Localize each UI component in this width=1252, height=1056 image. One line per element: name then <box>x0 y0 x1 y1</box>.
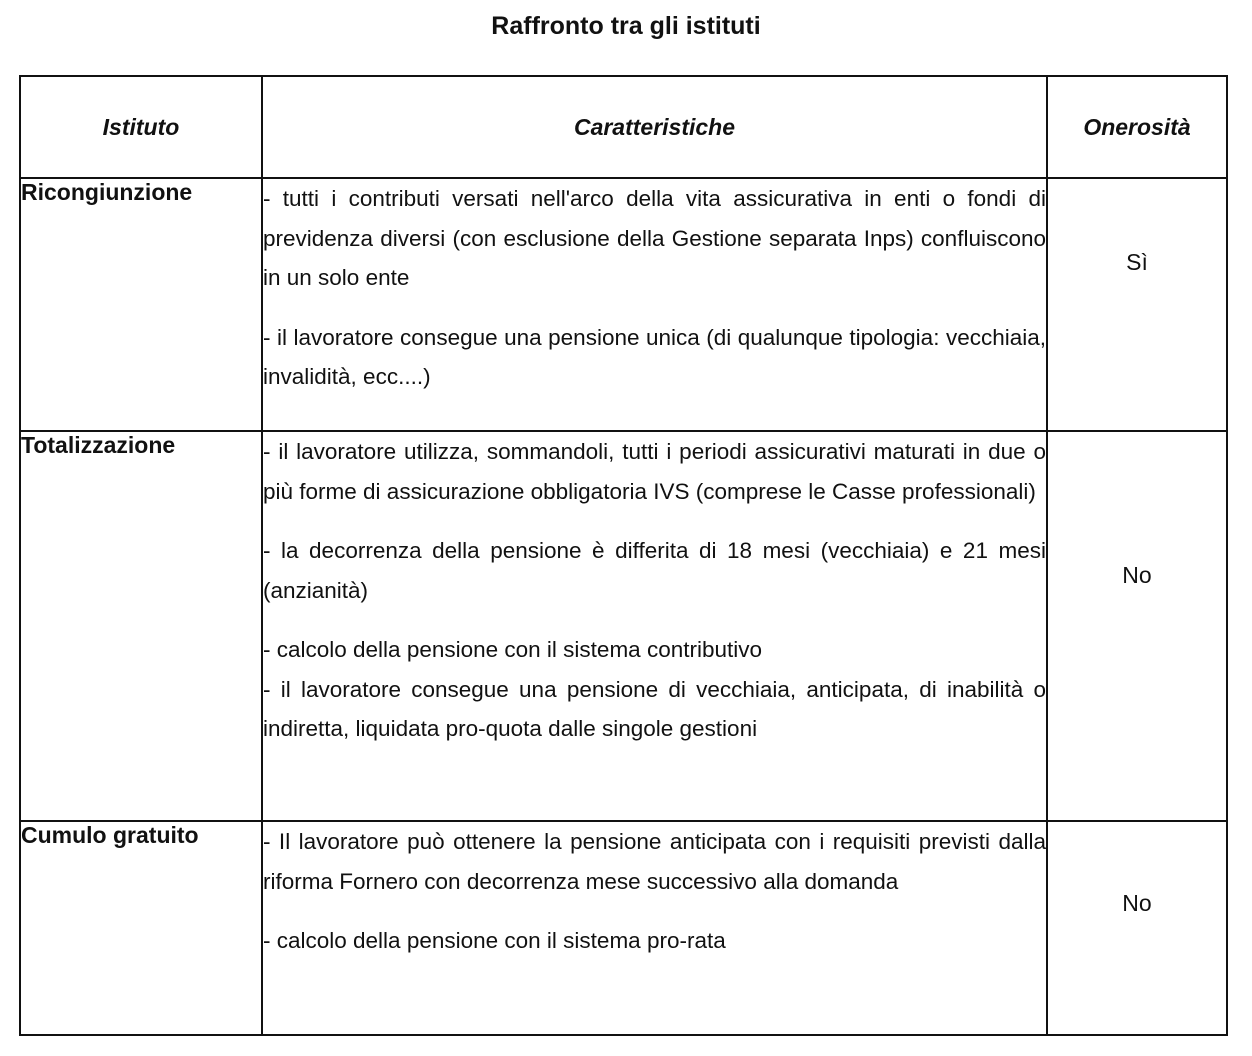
onerosita-cell <box>1047 178 1227 431</box>
table-row <box>20 178 1227 431</box>
characteristic-item: - Il lavoratore può ottenere la pensione anticipata con i requisiti previsti dalla riforma Fornero con decorrenza mese successivo alla domanda <box>263 829 1046 894</box>
characteristic-item: - calcolo della pensione con il sistema contributivo <box>263 637 763 662</box>
table-row <box>20 431 1227 821</box>
onerosita-value: No <box>1122 890 1152 916</box>
characteristic-item: - il lavoratore consegue una pensione unica (di qualunque tipologia: vecchiaia, invalidità, ecc....) <box>263 324 1046 389</box>
istituto-cell: Cumulo gratuito <box>20 821 262 1035</box>
characteristic-item: - il lavoratore utilizza, sommandoli, tutti i periodi assicurativi maturati in due o più forme di assicurazione obbligatoria IVS (comprese le Casse professionali) <box>263 439 1046 504</box>
caratteristiche-cell <box>262 178 1047 431</box>
characteristic-item: - calcolo della pensione con il sistema pro-rata <box>263 928 726 953</box>
table-header-row <box>20 76 1227 178</box>
onerosita-value: No <box>1122 562 1152 588</box>
caratteristiche-cell <box>262 821 1047 1035</box>
characteristic-item: - il lavoratore consegue una pensione di vecchiaia, anticipata, di inabilità o indiretta, liquidata pro-quota dalle singole gestioni <box>263 676 1046 741</box>
istituto-cell: Ricongiunzione <box>20 178 262 431</box>
caratteristiche-cell <box>262 431 1047 821</box>
page-title: Raffronto tra gli istituti <box>491 12 761 40</box>
table-row <box>20 821 1227 1035</box>
comparison-table <box>19 75 1228 1036</box>
characteristic-item: - la decorrenza della pensione è differita di 18 mesi (vecchiaia) e 21 mesi (anzianità) <box>263 538 1046 603</box>
header-onerosita: Onerosità <box>1047 76 1227 178</box>
onerosita-value: Sì <box>1126 249 1148 275</box>
onerosita-cell <box>1047 431 1227 821</box>
onerosita-cell <box>1047 821 1227 1035</box>
header-caratteristiche: Caratteristiche <box>262 76 1047 178</box>
characteristic-item: - tutti i contributi versati nell'arco della vita assicurativa in enti o fondi di previdenza diversi (con esclusione della Gestione separata Inps) confluiscono in un solo ente <box>263 186 1046 290</box>
istituto-cell: Totalizzazione <box>20 431 262 821</box>
header-istituto: Istituto <box>20 76 262 178</box>
